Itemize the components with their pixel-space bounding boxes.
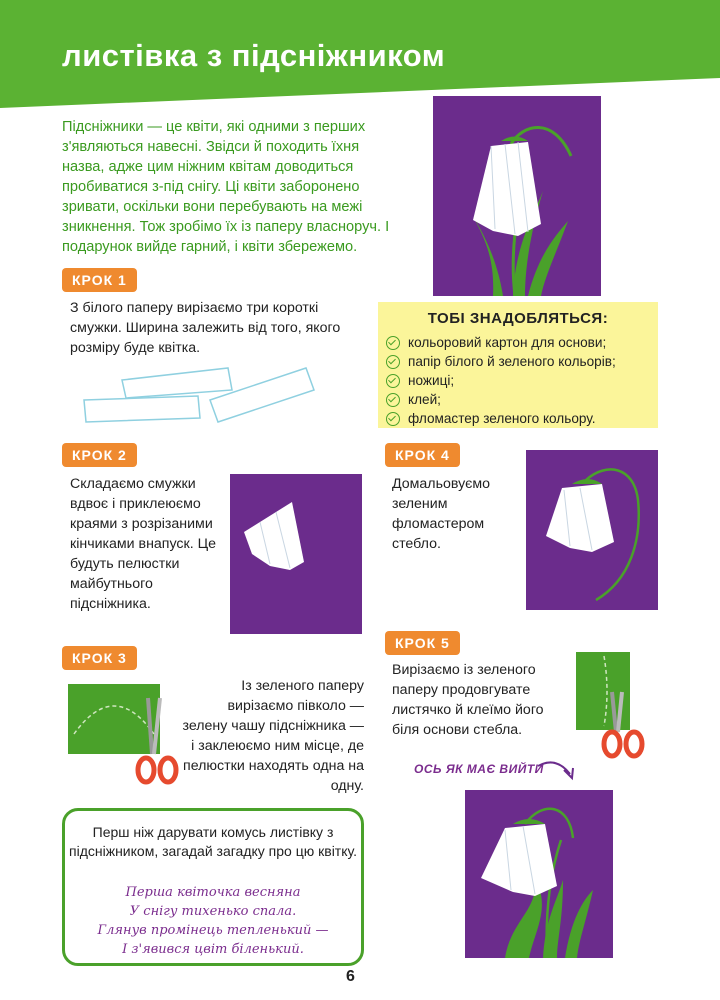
checkmark-icon	[386, 336, 400, 350]
step-2-badge: КРОК 2	[62, 443, 137, 467]
final-snowdrop-card	[465, 790, 613, 958]
checkmark-icon	[386, 374, 400, 388]
step-3-badge: КРОК 3	[62, 646, 137, 670]
curved-arrow-icon	[536, 756, 578, 784]
materials-item: клей;	[386, 390, 616, 409]
poem-line: У снігу тихенько спала.	[129, 904, 297, 919]
step-5-text: Вирізаємо із зеленого паперу продовгувате листячко й клеїмо його біля основи стебла.	[392, 662, 544, 738]
checkmark-icon	[386, 355, 400, 369]
intro-paragraph: Підсніжники — це квіти, які одними з перших з'являються навесні. Звідси й походить їхня назва, адже цим ніжним квітам доводиться пробиватися з-під снігу. Ці квіти заборонено зривати, оскільки вони перебувають на межі зникнення. Тож зробімо їх із паперу власноруч. І подарунок вийде гарний, і квіти збережемо.	[62, 119, 390, 255]
riddle-poem	[65, 883, 361, 959]
checkmark-icon	[386, 412, 400, 426]
poem-line: І з'явився цвіт біленький.	[122, 942, 304, 957]
materials-item: фломастер зеленого кольору.	[386, 409, 616, 428]
page-number: 6	[346, 968, 355, 985]
riddle-intro: Перш ніж дарувати комусь листівку з підсніжником, загадай загадку про цю квітку.	[69, 824, 357, 859]
step-4-text: Домальовуємо зеленим фломастером стебло.	[392, 476, 491, 552]
step-5-illustration	[574, 652, 654, 764]
step-4-badge: КРОК 4	[385, 443, 460, 467]
materials-title: ТОБІ ЗНАДОБЛЯТЬСЯ:	[427, 310, 609, 327]
result-label: ОСЬ ЯК МАЄ ВИЙТИ	[414, 762, 544, 776]
materials-box	[378, 302, 658, 428]
step-1-text: З білого паперу вирізаємо три короткі смужки. Ширина залежить від того, якого розміру буде квітка.	[70, 300, 341, 356]
materials-item: папір білого й зеленого кольорів;	[386, 352, 616, 371]
materials-item: ножиці;	[386, 371, 616, 390]
step-5-badge: КРОК 5	[385, 631, 460, 655]
poem-line: Глянув промінець тепленький —	[97, 923, 329, 938]
step-1-badge: КРОК 1	[62, 268, 137, 292]
step-2-text: Складаємо смужки вдвоє і приклеюємо краями з розрізаними кінчиками внапуск. Це будуть пелюстки майбутнього підсніжника.	[70, 476, 216, 612]
poem-line: Перша квіточка весняна	[125, 885, 301, 900]
page-title: листівка з підсніжником	[62, 38, 446, 73]
riddle-box	[62, 808, 364, 966]
snowdrop-card-hero	[433, 96, 601, 296]
step-2-card	[230, 474, 362, 634]
step-3-illustration	[68, 684, 188, 794]
materials-list	[386, 333, 616, 428]
checkmark-icon	[386, 393, 400, 407]
paper-strips-illustration	[78, 360, 323, 430]
step-3-text: Із зеленого паперу вирізаємо півколо — зелену чашу підсніжника — і заклеюємо ним місце, де пелюстки находять одна на одну.	[182, 678, 364, 794]
materials-item: кольоровий картон для основи;	[386, 333, 616, 352]
step-4-card	[526, 450, 658, 610]
